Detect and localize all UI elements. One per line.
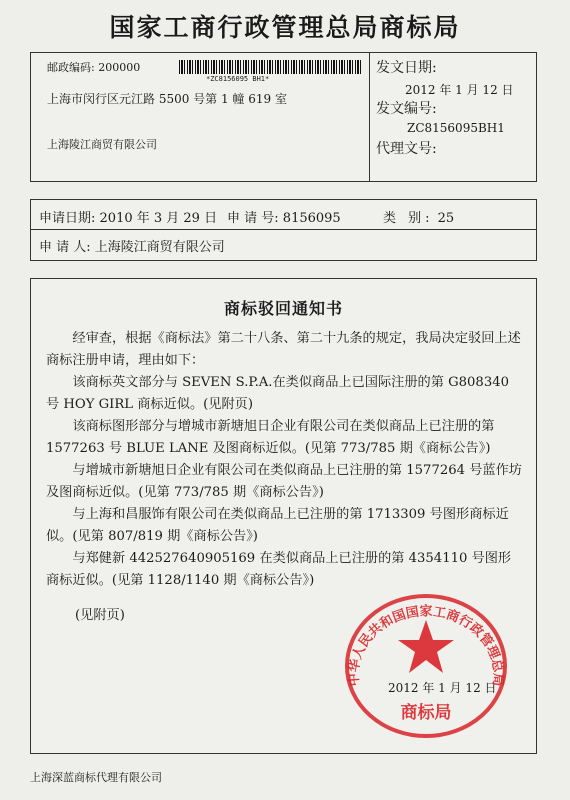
notice-paragraph-3: 该商标图形部分与增城市新塘旭日企业有限公司在类似商品上已注册的第 1577263 号 BLUE LANE 及图商标近似。(见第 773/785 期《商标公告》) [46,419,495,456]
postal-code-label: 邮政编码: [47,61,95,74]
seal-graphic [343,592,509,740]
doc-number-label: 发文编号: [376,101,437,117]
applicant [39,236,225,255]
seal-arc-text: 中华人民共和国国家工商行政管理总局 [346,604,506,687]
notice-paragraph-1: 经审查，根据《商标法》第二十八条、第二十九条的规定，我局决定驳回上述商标注册申请，理由如下： [46,331,521,368]
notice-paragraph-2: 该商标英文部分与 SEVEN S.P.A.在类似商品上已国际注册的第 G808340 号 HOY GIRL 商标近似。(见附页) [46,375,509,412]
address-box [30,52,371,182]
application-number-value: 8156095 [282,211,341,226]
application-box [30,199,537,261]
postal-code-value: 200000 [98,61,141,74]
application-divider [31,229,536,230]
application-class-label: 类 别: [383,211,434,226]
footer-agency: 上海深蓝商标代理有限公司 [30,771,162,784]
seal-star-icon [398,620,454,673]
document-title: 国家工商行政管理总局商标局 [109,13,461,42]
issue-date-value: 2012 年 1 月 12 日 [405,83,514,97]
application-number [227,207,341,226]
agent-number-label: 代理文号: [376,141,437,157]
barcode [179,60,361,74]
issue-info-box [369,52,537,182]
applicant-label: 申 请 人: [39,240,91,255]
application-number-label: 申 请 号: [227,211,279,226]
recipient-address: 上海市闵行区元江路 5500 号第 1 幢 619 室 [47,92,287,106]
postal-code-row [47,59,140,75]
notice-paragraph-5: 与上海和昌服饰有限公司在类似商品上已注册的第 1713309 号图形商标近似。(见第 807/819 期《商标公告》) [46,507,509,544]
issue-date-label: 发文日期: [376,60,437,76]
application-date-label: 申请日期: [39,211,96,226]
recipient-company: 上海陵江商贸有限公司 [47,138,157,151]
application-class [383,207,454,226]
notice-paragraph-4: 与增城市新塘旭日企业有限公司在类似商品上已注册的第 1577264 号蓝作坊及图商标近似。(见第 773/785 期《商标公告》) [46,463,522,500]
notice-paragraph-6: 与郑健新 442527640905169 在类似商品上已注册的第 4354110 号图形商标近似。(见第 1128/1140 期《商标公告》) [46,551,512,588]
attachment-note: (见附页) [75,608,125,623]
applicant-value: 上海陵江商贸有限公司 [94,240,225,255]
signature-date: 2012 年 1 月 12 日 [388,681,497,695]
doc-number-value: ZC8156095BH1 [407,121,505,135]
application-class-value: 25 [437,211,455,226]
notice-heading: 商标驳回通知书 [223,299,343,318]
application-date-value: 2010 年 3 月 29 日 [99,211,218,226]
barcode-text: *ZC8156095 BH1* [206,75,270,83]
seal-bureau-text: 商标局 [400,703,452,723]
application-date [39,207,217,226]
official-seal [343,592,509,740]
